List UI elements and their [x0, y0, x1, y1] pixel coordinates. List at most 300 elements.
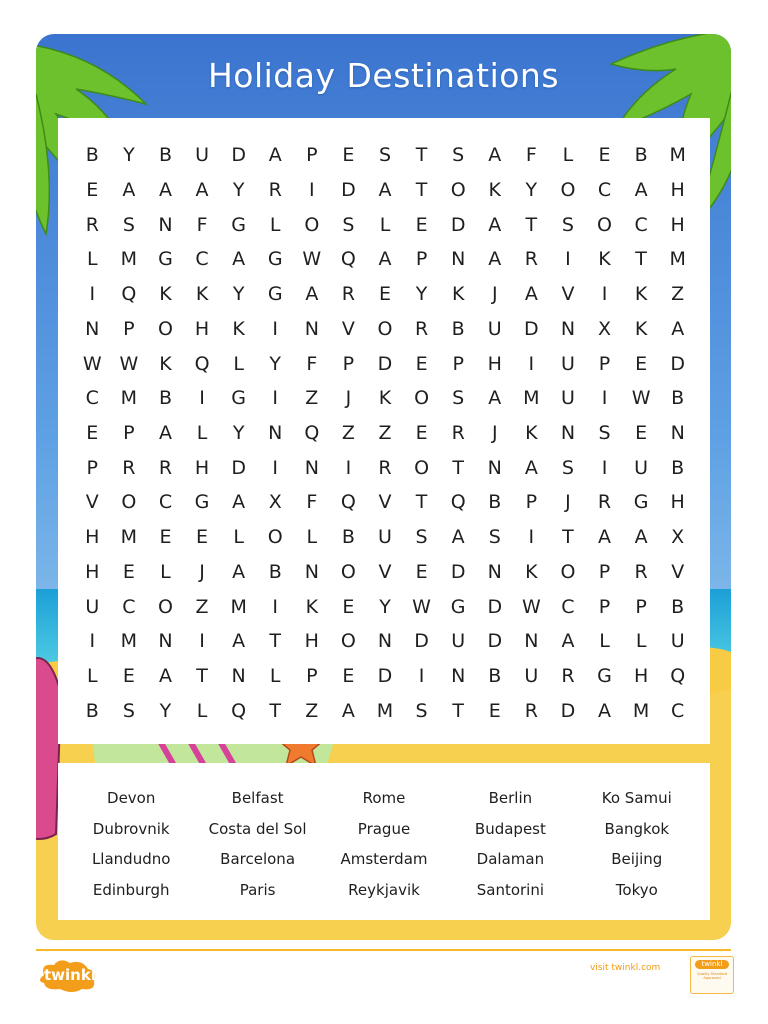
grid-letter[interactable]: I: [565, 248, 571, 271]
grid-letter[interactable]: I: [272, 387, 279, 410]
grid-letter[interactable]: D: [560, 699, 576, 722]
grid-letter[interactable]: Z: [341, 421, 355, 444]
grid-letter[interactable]: P: [415, 248, 428, 271]
grid-letter[interactable]: R: [524, 248, 538, 271]
grid-letter[interactable]: K: [488, 179, 501, 202]
visit-link[interactable]: visit twinkl.com: [590, 963, 661, 973]
grid-letter[interactable]: A: [598, 699, 612, 722]
grid-letter[interactable]: O: [267, 526, 283, 549]
grid-letter[interactable]: R: [158, 456, 173, 479]
grid-letter[interactable]: O: [414, 456, 430, 479]
grid-letter[interactable]: L: [562, 144, 574, 167]
grid-letter[interactable]: M: [669, 144, 686, 167]
grid-letter[interactable]: S: [452, 144, 465, 167]
grid-letter[interactable]: D: [487, 630, 503, 653]
grid-letter[interactable]: N: [560, 421, 576, 444]
grid-letter[interactable]: W: [119, 352, 139, 375]
grid-letter[interactable]: E: [122, 664, 135, 687]
grid-letter[interactable]: W: [82, 352, 102, 375]
grid-letter[interactable]: Y: [269, 352, 282, 375]
grid-letter[interactable]: D: [450, 560, 466, 583]
grid-letter[interactable]: R: [524, 699, 538, 722]
grid-letter[interactable]: U: [560, 387, 575, 410]
grid-letter[interactable]: A: [232, 560, 246, 583]
grid-letter[interactable]: I: [199, 387, 205, 410]
grid-letter[interactable]: W: [521, 595, 541, 618]
grid-letter[interactable]: N: [377, 630, 393, 653]
grid-letter[interactable]: S: [122, 699, 135, 722]
grid-letter[interactable]: N: [451, 664, 466, 687]
grid-letter[interactable]: M: [632, 699, 650, 722]
word-item: Devon: [107, 789, 156, 808]
grid-letter[interactable]: U: [85, 595, 100, 618]
grid-letter[interactable]: J: [199, 560, 205, 583]
grid-letter[interactable]: I: [272, 456, 279, 479]
grid-letter[interactable]: J: [565, 491, 571, 514]
grid-letter[interactable]: A: [671, 317, 685, 340]
grid-letter[interactable]: I: [601, 456, 608, 479]
grid-letter[interactable]: Z: [305, 387, 319, 410]
grid-letter[interactable]: L: [269, 664, 281, 687]
grid-letter[interactable]: N: [304, 560, 319, 583]
grid-letter[interactable]: C: [634, 213, 648, 236]
grid-letter[interactable]: X: [268, 491, 282, 514]
grid-letter[interactable]: T: [415, 491, 428, 514]
word-item: Belfast: [231, 789, 284, 808]
grid-letter[interactable]: Q: [231, 699, 247, 722]
grid-letter[interactable]: K: [525, 421, 538, 444]
grid-letter[interactable]: H: [633, 664, 649, 687]
grid-letter[interactable]: D: [231, 144, 246, 167]
grid-letter[interactable]: K: [378, 387, 392, 410]
grid-letter[interactable]: H: [670, 213, 685, 236]
grid-letter[interactable]: J: [345, 387, 352, 410]
grid-letter[interactable]: D: [450, 213, 466, 236]
grid-letter[interactable]: Y: [159, 699, 172, 722]
grid-letter[interactable]: A: [634, 179, 648, 202]
grid-letter[interactable]: N: [158, 213, 173, 236]
grid-letter[interactable]: K: [195, 283, 209, 306]
word-item: Paris: [239, 880, 276, 899]
grid-letter[interactable]: A: [488, 144, 502, 167]
grid-letter[interactable]: H: [194, 317, 210, 340]
grid-letter[interactable]: Y: [415, 283, 428, 306]
grid-letter[interactable]: P: [123, 317, 135, 340]
grid-letter[interactable]: D: [414, 630, 429, 653]
grid-letter[interactable]: G: [597, 664, 612, 687]
grid-letter[interactable]: E: [415, 560, 428, 583]
grid-letter[interactable]: L: [196, 699, 208, 722]
grid-letter[interactable]: P: [123, 421, 135, 444]
grid-letter[interactable]: G: [633, 491, 649, 514]
grid-letter[interactable]: T: [452, 699, 464, 722]
grid-letter[interactable]: E: [86, 421, 99, 444]
grid-letter[interactable]: Q: [450, 491, 466, 514]
grid-letter[interactable]: C: [122, 595, 136, 618]
grid-letter[interactable]: H: [670, 491, 685, 514]
grid-letter[interactable]: A: [488, 387, 502, 410]
grid-letter[interactable]: N: [524, 630, 539, 653]
grid-letter[interactable]: A: [232, 630, 246, 653]
grid-letter[interactable]: R: [414, 317, 429, 340]
grid-letter[interactable]: B: [85, 144, 99, 167]
grid-letter[interactable]: R: [268, 179, 282, 202]
grid-letter[interactable]: D: [524, 317, 539, 340]
word-item: Dubrovnik: [92, 819, 170, 838]
grid-letter[interactable]: G: [158, 248, 173, 271]
grid-letter[interactable]: R: [451, 421, 465, 444]
grid-letter[interactable]: Y: [232, 283, 245, 306]
grid-letter[interactable]: W: [412, 595, 431, 618]
grid-letter[interactable]: N: [487, 560, 502, 583]
grid-letter[interactable]: O: [121, 491, 137, 514]
grid-letter[interactable]: N: [85, 317, 100, 340]
grid-letter[interactable]: G: [267, 283, 283, 306]
grid-letter[interactable]: A: [488, 213, 502, 236]
grid-letter[interactable]: A: [634, 526, 648, 549]
grid-letter[interactable]: W: [302, 248, 322, 271]
grid-letter[interactable]: K: [159, 283, 172, 306]
grid-letter[interactable]: H: [85, 560, 100, 583]
grid-letter[interactable]: M: [669, 248, 686, 271]
grid-letter[interactable]: G: [450, 595, 466, 618]
grid-letter[interactable]: A: [195, 179, 209, 202]
grid-letter[interactable]: V: [561, 283, 575, 306]
grid-letter[interactable]: P: [635, 595, 647, 618]
grid-letter[interactable]: C: [561, 595, 575, 618]
grid-letter[interactable]: S: [122, 213, 135, 236]
grid-letter[interactable]: L: [233, 352, 244, 375]
grid-letter[interactable]: M: [120, 526, 138, 549]
grid-letter[interactable]: Z: [195, 595, 209, 618]
grid-letter[interactable]: P: [525, 491, 538, 514]
grid-letter[interactable]: C: [158, 491, 173, 514]
grid-letter[interactable]: E: [196, 526, 209, 549]
grid-letter[interactable]: T: [415, 144, 428, 167]
grid-letter[interactable]: T: [635, 248, 647, 271]
grid-letter[interactable]: E: [415, 421, 428, 444]
grid-letter[interactable]: S: [415, 526, 428, 549]
grid-letter[interactable]: L: [196, 421, 208, 444]
grid-letter[interactable]: L: [233, 526, 244, 549]
grid-letter[interactable]: V: [341, 317, 355, 340]
grid-letter[interactable]: K: [598, 248, 611, 271]
grid-letter[interactable]: R: [122, 456, 136, 479]
grid-letter[interactable]: A: [378, 179, 392, 202]
grid-letter[interactable]: T: [269, 699, 282, 722]
grid-letter[interactable]: U: [451, 630, 466, 653]
grid-letter[interactable]: L: [269, 213, 281, 236]
grid-letter[interactable]: Z: [378, 421, 392, 444]
grid-letter[interactable]: Q: [121, 283, 137, 306]
grid-letter[interactable]: U: [195, 144, 209, 167]
word-item: Rome: [362, 789, 406, 808]
grid-letter[interactable]: A: [378, 248, 392, 271]
grid-letter[interactable]: Q: [340, 491, 356, 514]
grid-letter[interactable]: B: [341, 526, 355, 549]
grid-letter[interactable]: Q: [340, 248, 356, 271]
grid-letter[interactable]: K: [232, 317, 245, 340]
grid-letter[interactable]: E: [488, 699, 501, 722]
grid-letter[interactable]: E: [159, 526, 172, 549]
grid-letter[interactable]: G: [231, 387, 246, 410]
grid-letter[interactable]: M: [120, 387, 138, 410]
word-item: Reykjavik: [348, 880, 420, 899]
grid-letter[interactable]: N: [158, 630, 173, 653]
grid-letter[interactable]: I: [601, 283, 608, 306]
grid-letter[interactable]: U: [378, 526, 392, 549]
grid-letter[interactable]: M: [376, 699, 394, 722]
grid-letter[interactable]: R: [378, 456, 392, 479]
grid-letter[interactable]: A: [561, 630, 575, 653]
grid-letter[interactable]: E: [635, 352, 648, 375]
word-item: Barcelona: [220, 850, 296, 869]
grid-letter[interactable]: S: [561, 213, 574, 236]
grid-letter[interactable]: J: [491, 283, 498, 306]
grid-letter[interactable]: A: [232, 248, 246, 271]
grid-letter[interactable]: P: [598, 595, 611, 618]
grid-letter[interactable]: C: [195, 248, 209, 271]
grid-letter[interactable]: F: [525, 144, 537, 167]
grid-letter[interactable]: F: [306, 491, 318, 514]
grid-letter[interactable]: R: [341, 283, 355, 306]
grid-letter[interactable]: O: [597, 213, 612, 236]
grid-letter[interactable]: F: [306, 352, 318, 375]
grid-letter[interactable]: T: [525, 213, 538, 236]
grid-letter[interactable]: O: [157, 595, 173, 618]
grid-letter[interactable]: T: [415, 179, 428, 202]
grid-letter[interactable]: M: [230, 595, 247, 618]
grid-letter[interactable]: N: [304, 317, 319, 340]
grid-letter[interactable]: L: [635, 630, 647, 653]
grid-letter[interactable]: A: [232, 491, 246, 514]
grid-letter[interactable]: E: [342, 144, 355, 167]
grid-letter[interactable]: A: [158, 179, 172, 202]
grid-letter[interactable]: K: [305, 595, 319, 618]
grid-letter[interactable]: E: [122, 560, 135, 583]
grid-letter[interactable]: H: [487, 352, 502, 375]
grid-letter[interactable]: Y: [379, 595, 391, 618]
grid-letter[interactable]: N: [231, 664, 246, 687]
grid-letter[interactable]: A: [524, 456, 538, 479]
grid-letter[interactable]: E: [598, 144, 611, 167]
grid-letter[interactable]: I: [601, 387, 608, 410]
grid-letter[interactable]: D: [487, 595, 503, 618]
grid-letter[interactable]: E: [86, 179, 99, 202]
grid-letter[interactable]: Y: [525, 179, 538, 202]
grid-letter[interactable]: S: [598, 421, 611, 444]
grid-letter[interactable]: L: [306, 526, 318, 549]
grid-letter[interactable]: H: [194, 456, 210, 479]
grid-letter[interactable]: V: [671, 560, 685, 583]
grid-letter[interactable]: O: [560, 560, 576, 583]
grid-letter[interactable]: I: [272, 595, 279, 618]
grid-letter[interactable]: E: [342, 664, 355, 687]
grid-letter[interactable]: X: [671, 526, 685, 549]
grid-letter[interactable]: Z: [305, 699, 319, 722]
grid-letter[interactable]: W: [631, 387, 651, 410]
grid-letter[interactable]: T: [269, 630, 282, 653]
grid-letter[interactable]: E: [378, 283, 391, 306]
grid-letter[interactable]: H: [670, 179, 685, 202]
grid-letter[interactable]: S: [488, 526, 501, 549]
grid-letter[interactable]: P: [86, 456, 99, 479]
grid-letter[interactable]: A: [598, 526, 612, 549]
grid-letter[interactable]: P: [598, 560, 611, 583]
grid-letter[interactable]: G: [231, 213, 246, 236]
grid-letter[interactable]: O: [340, 560, 356, 583]
grid-letter[interactable]: B: [671, 595, 685, 618]
grid-letter[interactable]: O: [414, 387, 430, 410]
grid-letter[interactable]: L: [86, 664, 98, 687]
grid-letter[interactable]: E: [415, 213, 428, 236]
grid-letter[interactable]: U: [560, 352, 575, 375]
grid-letter[interactable]: S: [342, 213, 355, 236]
grid-letter[interactable]: Y: [123, 144, 135, 167]
grid-letter[interactable]: N: [304, 456, 319, 479]
grid-letter[interactable]: L: [379, 213, 391, 236]
grid-letter[interactable]: T: [196, 664, 208, 687]
grid-letter[interactable]: F: [196, 213, 208, 236]
word-item: Budapest: [474, 819, 546, 838]
grid-letter[interactable]: S: [561, 456, 574, 479]
grid-letter[interactable]: A: [341, 699, 355, 722]
grid-letter[interactable]: U: [670, 630, 685, 653]
grid-letter[interactable]: I: [345, 456, 352, 479]
grid-letter[interactable]: Z: [671, 283, 685, 306]
grid-letter[interactable]: I: [89, 283, 96, 306]
grid-letter[interactable]: K: [634, 317, 648, 340]
grid-letter[interactable]: A: [305, 283, 319, 306]
grid-letter[interactable]: U: [634, 456, 649, 479]
grid-letter[interactable]: U: [524, 664, 539, 687]
grid-letter[interactable]: G: [267, 248, 283, 271]
grid-letter[interactable]: B: [451, 317, 465, 340]
grid-letter[interactable]: S: [378, 144, 392, 167]
grid-letter[interactable]: D: [670, 352, 686, 375]
grid-letter[interactable]: H: [304, 630, 319, 653]
grid-letter[interactable]: P: [306, 664, 318, 687]
grid-letter[interactable]: P: [306, 144, 318, 167]
grid-letter[interactable]: C: [597, 179, 612, 202]
grid-letter[interactable]: L: [86, 248, 98, 271]
grid-letter[interactable]: E: [415, 352, 428, 375]
grid-letter[interactable]: R: [597, 491, 612, 514]
grid-letter[interactable]: C: [671, 699, 685, 722]
grid-letter[interactable]: Q: [194, 352, 210, 375]
grid-letter[interactable]: D: [377, 664, 393, 687]
grid-letter[interactable]: M: [523, 387, 540, 410]
grid-letter[interactable]: K: [159, 352, 172, 375]
grid-letter[interactable]: T: [452, 456, 464, 479]
grid-letter[interactable]: A: [488, 248, 502, 271]
grid-letter[interactable]: U: [487, 317, 502, 340]
grid-letter[interactable]: I: [528, 352, 535, 375]
grid-letter[interactable]: B: [634, 144, 648, 167]
grid-letter[interactable]: R: [85, 213, 99, 236]
grid-letter[interactable]: L: [599, 630, 610, 653]
grid-letter[interactable]: B: [671, 387, 685, 410]
grid-letter[interactable]: B: [85, 699, 99, 722]
grid-letter[interactable]: L: [160, 560, 171, 583]
grid-letter[interactable]: I: [309, 179, 315, 202]
grid-letter[interactable]: P: [342, 352, 355, 375]
grid-letter[interactable]: T: [562, 526, 574, 549]
grid-letter[interactable]: K: [451, 283, 465, 306]
grid-letter[interactable]: A: [158, 664, 172, 687]
grid-letter[interactable]: O: [157, 317, 173, 340]
grid-letter[interactable]: B: [158, 144, 172, 167]
word-item: Berlin: [488, 789, 533, 808]
grid-letter[interactable]: I: [89, 630, 96, 653]
grid-letter[interactable]: G: [194, 491, 210, 514]
grid-letter[interactable]: R: [634, 560, 648, 583]
grid-letter[interactable]: A: [158, 421, 172, 444]
grid-letter[interactable]: H: [85, 526, 100, 549]
grid-letter[interactable]: D: [231, 456, 246, 479]
grid-letter[interactable]: N: [560, 317, 576, 340]
grid-letter[interactable]: Q: [304, 421, 320, 444]
grid-letter[interactable]: N: [487, 456, 502, 479]
grid-letter[interactable]: S: [415, 699, 428, 722]
grid-letter[interactable]: O: [377, 317, 393, 340]
grid-letter[interactable]: B: [158, 387, 172, 410]
grid-letter[interactable]: D: [377, 352, 393, 375]
grid-letter[interactable]: E: [342, 595, 355, 618]
grid-letter[interactable]: B: [488, 664, 502, 687]
grid-letter[interactable]: V: [378, 491, 392, 514]
grid-letter[interactable]: R: [561, 664, 575, 687]
grid-letter[interactable]: I: [528, 526, 535, 549]
grid-letter[interactable]: O: [450, 179, 466, 202]
grid-letter[interactable]: X: [598, 317, 612, 340]
grid-letter[interactable]: K: [634, 283, 648, 306]
grid-letter[interactable]: K: [525, 560, 538, 583]
grid-letter[interactable]: B: [268, 560, 282, 583]
grid-letter[interactable]: O: [304, 213, 320, 236]
grid-letter[interactable]: A: [268, 144, 282, 167]
grid-letter[interactable]: C: [85, 387, 99, 410]
grid-letter[interactable]: Y: [232, 421, 245, 444]
grid-letter[interactable]: O: [560, 179, 576, 202]
grid-letter[interactable]: O: [340, 630, 356, 653]
grid-letter[interactable]: N: [268, 421, 283, 444]
grid-letter[interactable]: A: [122, 179, 136, 202]
grid-letter[interactable]: N: [451, 248, 466, 271]
grid-letter[interactable]: P: [452, 352, 464, 375]
grid-letter[interactable]: M: [120, 248, 138, 271]
grid-letter[interactable]: B: [671, 456, 685, 479]
grid-letter[interactable]: I: [272, 317, 279, 340]
badge-text: Quality Standard Approved: [696, 972, 728, 981]
grid-letter[interactable]: I: [418, 664, 425, 687]
grid-letter[interactable]: B: [488, 491, 502, 514]
grid-letter[interactable]: D: [341, 179, 356, 202]
grid-letter[interactable]: S: [452, 387, 465, 410]
grid-letter[interactable]: V: [85, 491, 99, 514]
grid-letter[interactable]: Y: [232, 179, 245, 202]
grid-letter[interactable]: Q: [670, 664, 686, 687]
grid-letter[interactable]: I: [199, 630, 205, 653]
grid-letter[interactable]: P: [598, 352, 611, 375]
grid-letter[interactable]: A: [451, 526, 465, 549]
grid-letter[interactable]: E: [635, 421, 648, 444]
grid-letter[interactable]: N: [670, 421, 685, 444]
grid-letter[interactable]: A: [524, 283, 538, 306]
grid-letter[interactable]: J: [491, 421, 498, 444]
grid-letter[interactable]: V: [378, 560, 392, 583]
grid-letter[interactable]: M: [120, 630, 138, 653]
